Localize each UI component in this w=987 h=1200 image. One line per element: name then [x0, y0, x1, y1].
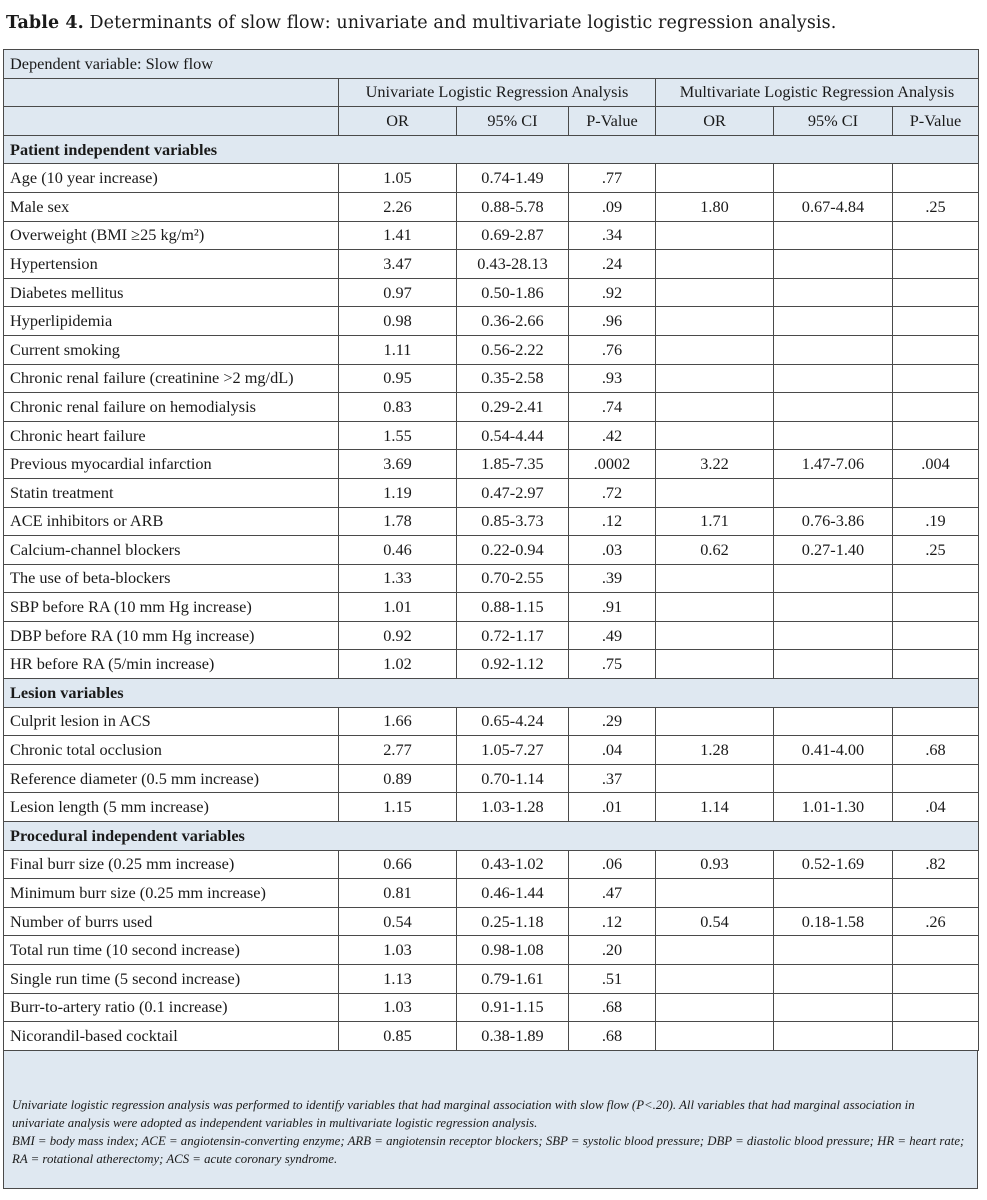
univariate-p-cell: .93 [569, 364, 656, 393]
multivariate-p-cell: .04 [893, 793, 979, 822]
univariate-ci-cell: 0.25-1.18 [457, 907, 569, 936]
univariate-or-cell: 1.66 [339, 707, 457, 736]
table-row [4, 564, 979, 593]
univariate-or-cell: 1.01 [339, 593, 457, 622]
table-row [4, 307, 979, 336]
multivariate-p-cell [893, 478, 979, 507]
univariate-ci-cell: 0.38-1.89 [457, 1022, 569, 1051]
multivariate-ci-cell [774, 707, 893, 736]
multivariate-ci-cell [774, 421, 893, 450]
univariate-ci-cell: 0.79-1.61 [457, 965, 569, 994]
variable-cell: Hypertension [4, 250, 339, 279]
footnote-abbreviations: BMI = body mass index; ACE = angiotensin-converting enzyme; ARB = angiotensin receptor blockers; SBP = systolic blood pressure; DBP = diastolic blood pressure; HR = heart rate; RA = rotational atherectomy; ACS = acute coronary syndrome. [12, 1134, 965, 1166]
univariate-ci-cell: 0.46-1.44 [457, 879, 569, 908]
table-footnote [12, 1096, 967, 1168]
multivariate-or-header: OR [656, 107, 774, 136]
multivariate-or-cell [656, 335, 774, 364]
table-row [4, 593, 979, 622]
univariate-p-cell: .68 [569, 993, 656, 1022]
variable-cell: Number of burrs used [4, 907, 339, 936]
multivariate-or-cell: 1.14 [656, 793, 774, 822]
table-row [4, 192, 979, 221]
variable-cell: Total run time (10 second increase) [4, 936, 339, 965]
multivariate-p-cell [893, 879, 979, 908]
univariate-p-cell: .34 [569, 221, 656, 250]
variable-cell: Overweight (BMI ≥25 kg/m²) [4, 221, 339, 250]
univariate-or-cell: 1.05 [339, 164, 457, 193]
multivariate-or-cell [656, 621, 774, 650]
multivariate-ci-cell [774, 335, 893, 364]
table-row [4, 164, 979, 193]
multivariate-p-cell [893, 307, 979, 336]
table-row [4, 393, 979, 422]
empty-header-cell [4, 78, 339, 107]
table-row [4, 450, 979, 479]
table-row [4, 736, 979, 765]
section-title: Procedural independent variables [4, 822, 979, 851]
multivariate-ci-cell [774, 364, 893, 393]
multivariate-ci-cell [774, 993, 893, 1022]
multivariate-p-cell: .004 [893, 450, 979, 479]
multivariate-ci-cell [774, 879, 893, 908]
multivariate-ci-cell [774, 764, 893, 793]
univariate-ci-cell: 0.36-2.66 [457, 307, 569, 336]
table-row [4, 621, 979, 650]
multivariate-ci-cell [774, 393, 893, 422]
multivariate-p-cell [893, 650, 979, 679]
multivariate-ci-cell [774, 936, 893, 965]
univariate-or-cell: 1.15 [339, 793, 457, 822]
univariate-p-cell: .04 [569, 736, 656, 765]
multivariate-ci-cell [774, 478, 893, 507]
variable-cell: Reference diameter (0.5 mm increase) [4, 764, 339, 793]
multivariate-or-cell: 0.54 [656, 907, 774, 936]
univariate-or-cell: 3.69 [339, 450, 457, 479]
multivariate-ci-cell: 0.67-4.84 [774, 192, 893, 221]
variable-cell: ACE inhibitors or ARB [4, 507, 339, 536]
univariate-or-cell: 0.92 [339, 621, 457, 650]
variable-cell: Statin treatment [4, 478, 339, 507]
univariate-ci-cell: 0.91-1.15 [457, 993, 569, 1022]
multivariate-p-cell [893, 593, 979, 622]
table-caption [6, 13, 836, 33]
univariate-p-cell: .12 [569, 907, 656, 936]
multivariate-or-cell: 0.62 [656, 536, 774, 565]
univariate-or-cell: 1.41 [339, 221, 457, 250]
table-row [4, 335, 979, 364]
multivariate-p-header: P-Value [893, 107, 979, 136]
univariate-ci-cell: 0.54-4.44 [457, 421, 569, 450]
table-row [4, 764, 979, 793]
table-label: Table 4. [6, 13, 84, 33]
univariate-or-cell: 1.03 [339, 936, 457, 965]
variable-cell: Previous myocardial infarction [4, 450, 339, 479]
univariate-ci-cell: 0.43-1.02 [457, 850, 569, 879]
univariate-or-cell: 3.47 [339, 250, 457, 279]
multivariate-ci-cell: 0.27-1.40 [774, 536, 893, 565]
univariate-ci-cell: 0.88-5.78 [457, 192, 569, 221]
section-header-row [4, 135, 979, 164]
univariate-ci-header: 95% CI [457, 107, 569, 136]
table-title: Determinants of slow flow: univariate and multivariate logistic regression analysis. [89, 13, 837, 33]
multivariate-ci-cell [774, 650, 893, 679]
univariate-or-cell: 1.13 [339, 965, 457, 994]
univariate-p-cell: .72 [569, 478, 656, 507]
table-row [4, 993, 979, 1022]
multivariate-or-cell [656, 250, 774, 279]
univariate-or-cell: 0.89 [339, 764, 457, 793]
multivariate-ci-cell [774, 1022, 893, 1051]
univariate-p-cell: .77 [569, 164, 656, 193]
variable-cell: Chronic total occlusion [4, 736, 339, 765]
table-row [4, 478, 979, 507]
univariate-ci-cell: 0.98-1.08 [457, 936, 569, 965]
multivariate-ci-cell [774, 965, 893, 994]
multivariate-or-cell [656, 593, 774, 622]
column-header-row [4, 107, 979, 136]
univariate-or-cell: 0.98 [339, 307, 457, 336]
univariate-p-header: P-Value [569, 107, 656, 136]
univariate-or-cell: 0.95 [339, 364, 457, 393]
univariate-p-cell: .49 [569, 621, 656, 650]
multivariate-p-cell: .19 [893, 507, 979, 536]
univariate-or-header: OR [339, 107, 457, 136]
univariate-or-cell: 0.97 [339, 278, 457, 307]
univariate-p-cell: .68 [569, 1022, 656, 1051]
table-body [4, 135, 979, 1050]
multivariate-or-cell [656, 936, 774, 965]
multivariate-header: Multivariate Logistic Regression Analysis [656, 78, 979, 107]
univariate-ci-cell: 1.85-7.35 [457, 450, 569, 479]
variable-cell: Current smoking [4, 335, 339, 364]
univariate-or-cell: 0.54 [339, 907, 457, 936]
multivariate-or-cell [656, 478, 774, 507]
univariate-or-cell: 1.02 [339, 650, 457, 679]
univariate-or-cell: 1.33 [339, 564, 457, 593]
multivariate-p-cell: .26 [893, 907, 979, 936]
variable-cell: Diabetes mellitus [4, 278, 339, 307]
multivariate-or-cell [656, 164, 774, 193]
univariate-ci-cell: 0.47-2.97 [457, 478, 569, 507]
variable-cell: The use of beta-blockers [4, 564, 339, 593]
dependent-row [4, 50, 979, 79]
multivariate-ci-cell [774, 164, 893, 193]
univariate-p-cell: .92 [569, 278, 656, 307]
univariate-ci-cell: 0.65-4.24 [457, 707, 569, 736]
regression-table [3, 49, 979, 1051]
empty-header-cell [4, 107, 339, 136]
section-title: Lesion variables [4, 679, 979, 708]
multivariate-p-cell [893, 936, 979, 965]
multivariate-ci-cell: 0.52-1.69 [774, 850, 893, 879]
multivariate-or-cell [656, 307, 774, 336]
multivariate-p-cell [893, 707, 979, 736]
variable-cell: Male sex [4, 192, 339, 221]
multivariate-ci-cell [774, 621, 893, 650]
univariate-or-cell: 2.26 [339, 192, 457, 221]
table-row [4, 650, 979, 679]
multivariate-p-cell: .25 [893, 192, 979, 221]
multivariate-p-cell [893, 364, 979, 393]
section-title: Patient independent variables [4, 135, 979, 164]
univariate-ci-cell: 0.29-2.41 [457, 393, 569, 422]
variable-cell: Lesion length (5 mm increase) [4, 793, 339, 822]
univariate-or-cell: 1.78 [339, 507, 457, 536]
variable-cell: Chronic renal failure on hemodialysis [4, 393, 339, 422]
multivariate-ci-cell [774, 564, 893, 593]
multivariate-or-cell [656, 393, 774, 422]
section-header-row [4, 822, 979, 851]
multivariate-p-cell [893, 278, 979, 307]
univariate-p-cell: .03 [569, 536, 656, 565]
multivariate-p-cell [893, 965, 979, 994]
univariate-ci-cell: 0.70-1.14 [457, 764, 569, 793]
univariate-or-cell: 1.11 [339, 335, 457, 364]
univariate-p-cell: .20 [569, 936, 656, 965]
table-row [4, 850, 979, 879]
multivariate-p-cell [893, 421, 979, 450]
variable-cell: Final burr size (0.25 mm increase) [4, 850, 339, 879]
multivariate-p-cell [893, 564, 979, 593]
multivariate-or-cell [656, 278, 774, 307]
table-row [4, 278, 979, 307]
univariate-p-cell: .37 [569, 764, 656, 793]
table-row [4, 793, 979, 822]
univariate-ci-cell: 0.70-2.55 [457, 564, 569, 593]
univariate-p-cell: .75 [569, 650, 656, 679]
multivariate-p-cell [893, 335, 979, 364]
univariate-p-cell: .09 [569, 192, 656, 221]
multivariate-p-cell [893, 621, 979, 650]
univariate-ci-cell: 0.92-1.12 [457, 650, 569, 679]
univariate-p-cell: .01 [569, 793, 656, 822]
analysis-header-row [4, 78, 979, 107]
univariate-p-cell: .51 [569, 965, 656, 994]
variable-cell: Chronic heart failure [4, 421, 339, 450]
univariate-ci-cell: 0.74-1.49 [457, 164, 569, 193]
multivariate-or-cell [656, 993, 774, 1022]
univariate-ci-cell: 0.72-1.17 [457, 621, 569, 650]
univariate-ci-cell: 0.88-1.15 [457, 593, 569, 622]
multivariate-ci-cell: 1.47-7.06 [774, 450, 893, 479]
univariate-ci-cell: 0.85-3.73 [457, 507, 569, 536]
table-row [4, 221, 979, 250]
multivariate-p-cell [893, 993, 979, 1022]
multivariate-p-cell: .25 [893, 536, 979, 565]
multivariate-or-cell [656, 564, 774, 593]
univariate-p-cell: .24 [569, 250, 656, 279]
multivariate-p-cell [893, 393, 979, 422]
multivariate-or-cell: 3.22 [656, 450, 774, 479]
univariate-or-cell: 1.19 [339, 478, 457, 507]
variable-cell: SBP before RA (10 mm Hg increase) [4, 593, 339, 622]
multivariate-or-cell [656, 1022, 774, 1051]
table-row [4, 907, 979, 936]
univariate-or-cell: 0.46 [339, 536, 457, 565]
table-row [4, 364, 979, 393]
univariate-p-cell: .91 [569, 593, 656, 622]
univariate-or-cell: 0.83 [339, 393, 457, 422]
univariate-or-cell: 1.03 [339, 993, 457, 1022]
multivariate-ci-cell [774, 250, 893, 279]
univariate-ci-cell: 0.50-1.86 [457, 278, 569, 307]
multivariate-ci-cell: 0.76-3.86 [774, 507, 893, 536]
variable-cell: Calcium-channel blockers [4, 536, 339, 565]
univariate-p-cell: .76 [569, 335, 656, 364]
univariate-or-cell: 1.55 [339, 421, 457, 450]
multivariate-p-cell [893, 221, 979, 250]
table-row [4, 879, 979, 908]
univariate-p-cell: .29 [569, 707, 656, 736]
variable-cell: HR before RA (5/min increase) [4, 650, 339, 679]
multivariate-p-cell: .82 [893, 850, 979, 879]
variable-cell: Single run time (5 second increase) [4, 965, 339, 994]
univariate-ci-cell: 0.35-2.58 [457, 364, 569, 393]
univariate-ci-cell: 1.03-1.28 [457, 793, 569, 822]
table-row [4, 536, 979, 565]
univariate-p-cell: .74 [569, 393, 656, 422]
multivariate-p-cell [893, 764, 979, 793]
multivariate-ci-cell: 0.41-4.00 [774, 736, 893, 765]
univariate-p-cell: .12 [569, 507, 656, 536]
multivariate-or-cell [656, 650, 774, 679]
univariate-p-cell: .06 [569, 850, 656, 879]
variable-cell: Burr-to-artery ratio (0.1 increase) [4, 993, 339, 1022]
section-header-row [4, 679, 979, 708]
univariate-header: Univariate Logistic Regression Analysis [339, 78, 656, 107]
table-row [4, 507, 979, 536]
univariate-ci-cell: 0.69-2.87 [457, 221, 569, 250]
univariate-ci-cell: 1.05-7.27 [457, 736, 569, 765]
multivariate-or-cell [656, 965, 774, 994]
multivariate-ci-cell [774, 593, 893, 622]
multivariate-p-cell [893, 250, 979, 279]
table-row [4, 707, 979, 736]
multivariate-or-cell: 1.71 [656, 507, 774, 536]
multivariate-ci-cell [774, 307, 893, 336]
multivariate-or-cell [656, 707, 774, 736]
univariate-p-cell: .47 [569, 879, 656, 908]
multivariate-ci-header: 95% CI [774, 107, 893, 136]
multivariate-ci-cell [774, 221, 893, 250]
univariate-p-cell: .96 [569, 307, 656, 336]
table-row [4, 1022, 979, 1051]
univariate-ci-cell: 0.43-28.13 [457, 250, 569, 279]
univariate-p-cell: .0002 [569, 450, 656, 479]
table-row [4, 965, 979, 994]
univariate-or-cell: 0.85 [339, 1022, 457, 1051]
multivariate-ci-cell: 0.18-1.58 [774, 907, 893, 936]
univariate-p-cell: .39 [569, 564, 656, 593]
variable-cell: Minimum burr size (0.25 mm increase) [4, 879, 339, 908]
multivariate-ci-cell [774, 278, 893, 307]
variable-cell: Chronic renal failure (creatinine >2 mg/dL) [4, 364, 339, 393]
variable-cell: Culprit lesion in ACS [4, 707, 339, 736]
variable-cell: Age (10 year increase) [4, 164, 339, 193]
multivariate-or-cell [656, 221, 774, 250]
multivariate-or-cell: 1.28 [656, 736, 774, 765]
variable-cell: Nicorandil-based cocktail [4, 1022, 339, 1051]
univariate-ci-cell: 0.22-0.94 [457, 536, 569, 565]
univariate-or-cell: 0.81 [339, 879, 457, 908]
multivariate-p-cell [893, 1022, 979, 1051]
univariate-p-cell: .42 [569, 421, 656, 450]
multivariate-ci-cell: 1.01-1.30 [774, 793, 893, 822]
variable-cell: DBP before RA (10 mm Hg increase) [4, 621, 339, 650]
univariate-or-cell: 2.77 [339, 736, 457, 765]
footnote-method: Univariate logistic regression analysis was performed to identify variables that had marginal association with slow flow (P<.20). All variables that had marginal association in univariate analysis were adopted as independent variables in multivariate logistic regression analysis. [12, 1098, 915, 1130]
univariate-or-cell: 0.66 [339, 850, 457, 879]
table-row [4, 250, 979, 279]
univariate-ci-cell: 0.56-2.22 [457, 335, 569, 364]
multivariate-or-cell [656, 421, 774, 450]
variable-cell: Hyperlipidemia [4, 307, 339, 336]
table-row [4, 421, 979, 450]
table-row [4, 936, 979, 965]
multivariate-or-cell [656, 879, 774, 908]
multivariate-or-cell [656, 764, 774, 793]
multivariate-or-cell: 0.93 [656, 850, 774, 879]
multivariate-or-cell: 1.80 [656, 192, 774, 221]
dependent-variable-label: Dependent variable: Slow flow [4, 50, 979, 79]
multivariate-p-cell: .68 [893, 736, 979, 765]
multivariate-p-cell [893, 164, 979, 193]
multivariate-or-cell [656, 364, 774, 393]
